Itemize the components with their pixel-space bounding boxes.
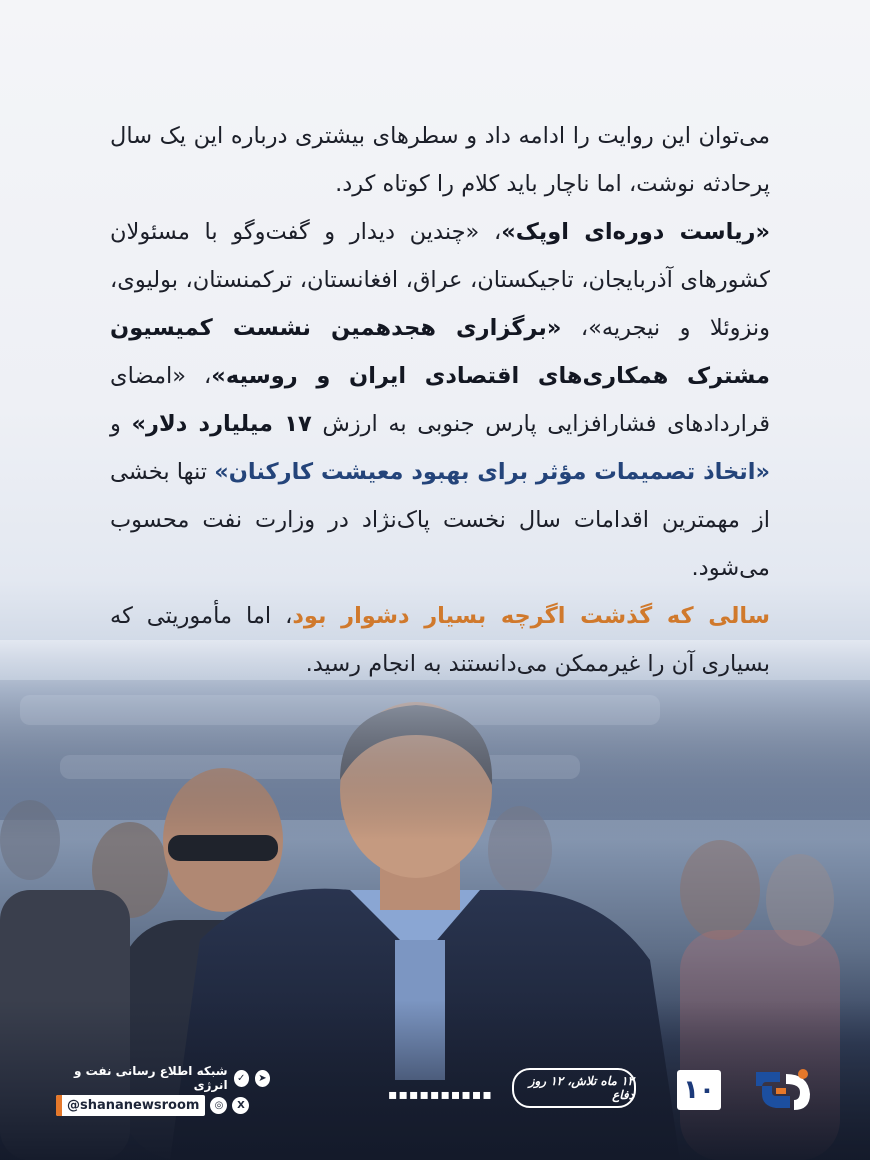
page-number: ۱۰ (677, 1070, 721, 1110)
highlight-17-billion: ۱۷ میلیارد دلار» (131, 411, 312, 437)
handle-accent (56, 1095, 62, 1116)
text-mission: ، اما مأموریتی که بسیاری آن را غیرممکن می‌دانستند به انجام رسید. (110, 603, 770, 677)
campaign-text: ۱۲ ماه تلاش، ۱۲ روز دفاع (528, 1074, 634, 1102)
network-row (56, 1064, 270, 1092)
check-icon[interactable]: ✓ (234, 1070, 249, 1087)
x-icon[interactable]: X (232, 1097, 249, 1114)
paragraph-3 (110, 592, 770, 688)
text-and: و (110, 411, 132, 437)
highlight-difficult-year: سالی که گذشت اگرچه بسیار دشوار بود (292, 603, 770, 629)
shana-logo (750, 1066, 816, 1114)
text-contracts: ، «امضای قراردادهای فشارافزایی پارس جنوبی به ارزش (110, 363, 770, 437)
instagram-icon[interactable]: ◎ (210, 1097, 227, 1114)
highlight-opec: «ریاست دوره‌ای اوپک» (501, 219, 771, 245)
text-conclusion: تنها بخشی از مهمترین اقدامات سال نخست پاک‌نژاد در وزارت نفت محسوب می‌شود. (109, 459, 770, 581)
social-block (56, 1064, 270, 1116)
handle-text: @shananewsroom (67, 1097, 200, 1113)
paragraph-2 (110, 208, 770, 592)
telegram-icon[interactable]: ➤ (255, 1070, 270, 1087)
paragraph-1: می‌توان این روایت را ادامه داد و سطرهای بیشتری درباره این یک سال پرحادثه نوشت، اما ناچار باید کلام را کوتاه کرد. (110, 123, 770, 197)
handle-row (56, 1094, 270, 1116)
campaign-badge (512, 1068, 636, 1108)
text-meetings: ، «چندین دیدار و گفت‌وگو با مسئولان کشورهای آذربایجان، تاجیکستان، عراق، افغانستان، ترکمنستان، بولیوی، ونزوئلا و نیجریه»، (110, 219, 770, 341)
handle-badge[interactable] (56, 1095, 205, 1116)
highlight-decisions: «اتخاذ تصمیمات مؤثر برای بهبود معیشت کارکنان» (214, 459, 770, 485)
highlight-commission: «برگزاری هجدهمین نشست کمیسیون مشترک همکاری‌های اقتصادی ایران و روسیه» (110, 315, 770, 389)
article-text (110, 112, 770, 688)
progress-dots: ▪▪▪▪▪▪▪▪▪▪ (388, 1087, 493, 1103)
network-name: شبکه اطلاع رسانی نفت و انرژی (74, 1064, 228, 1092)
